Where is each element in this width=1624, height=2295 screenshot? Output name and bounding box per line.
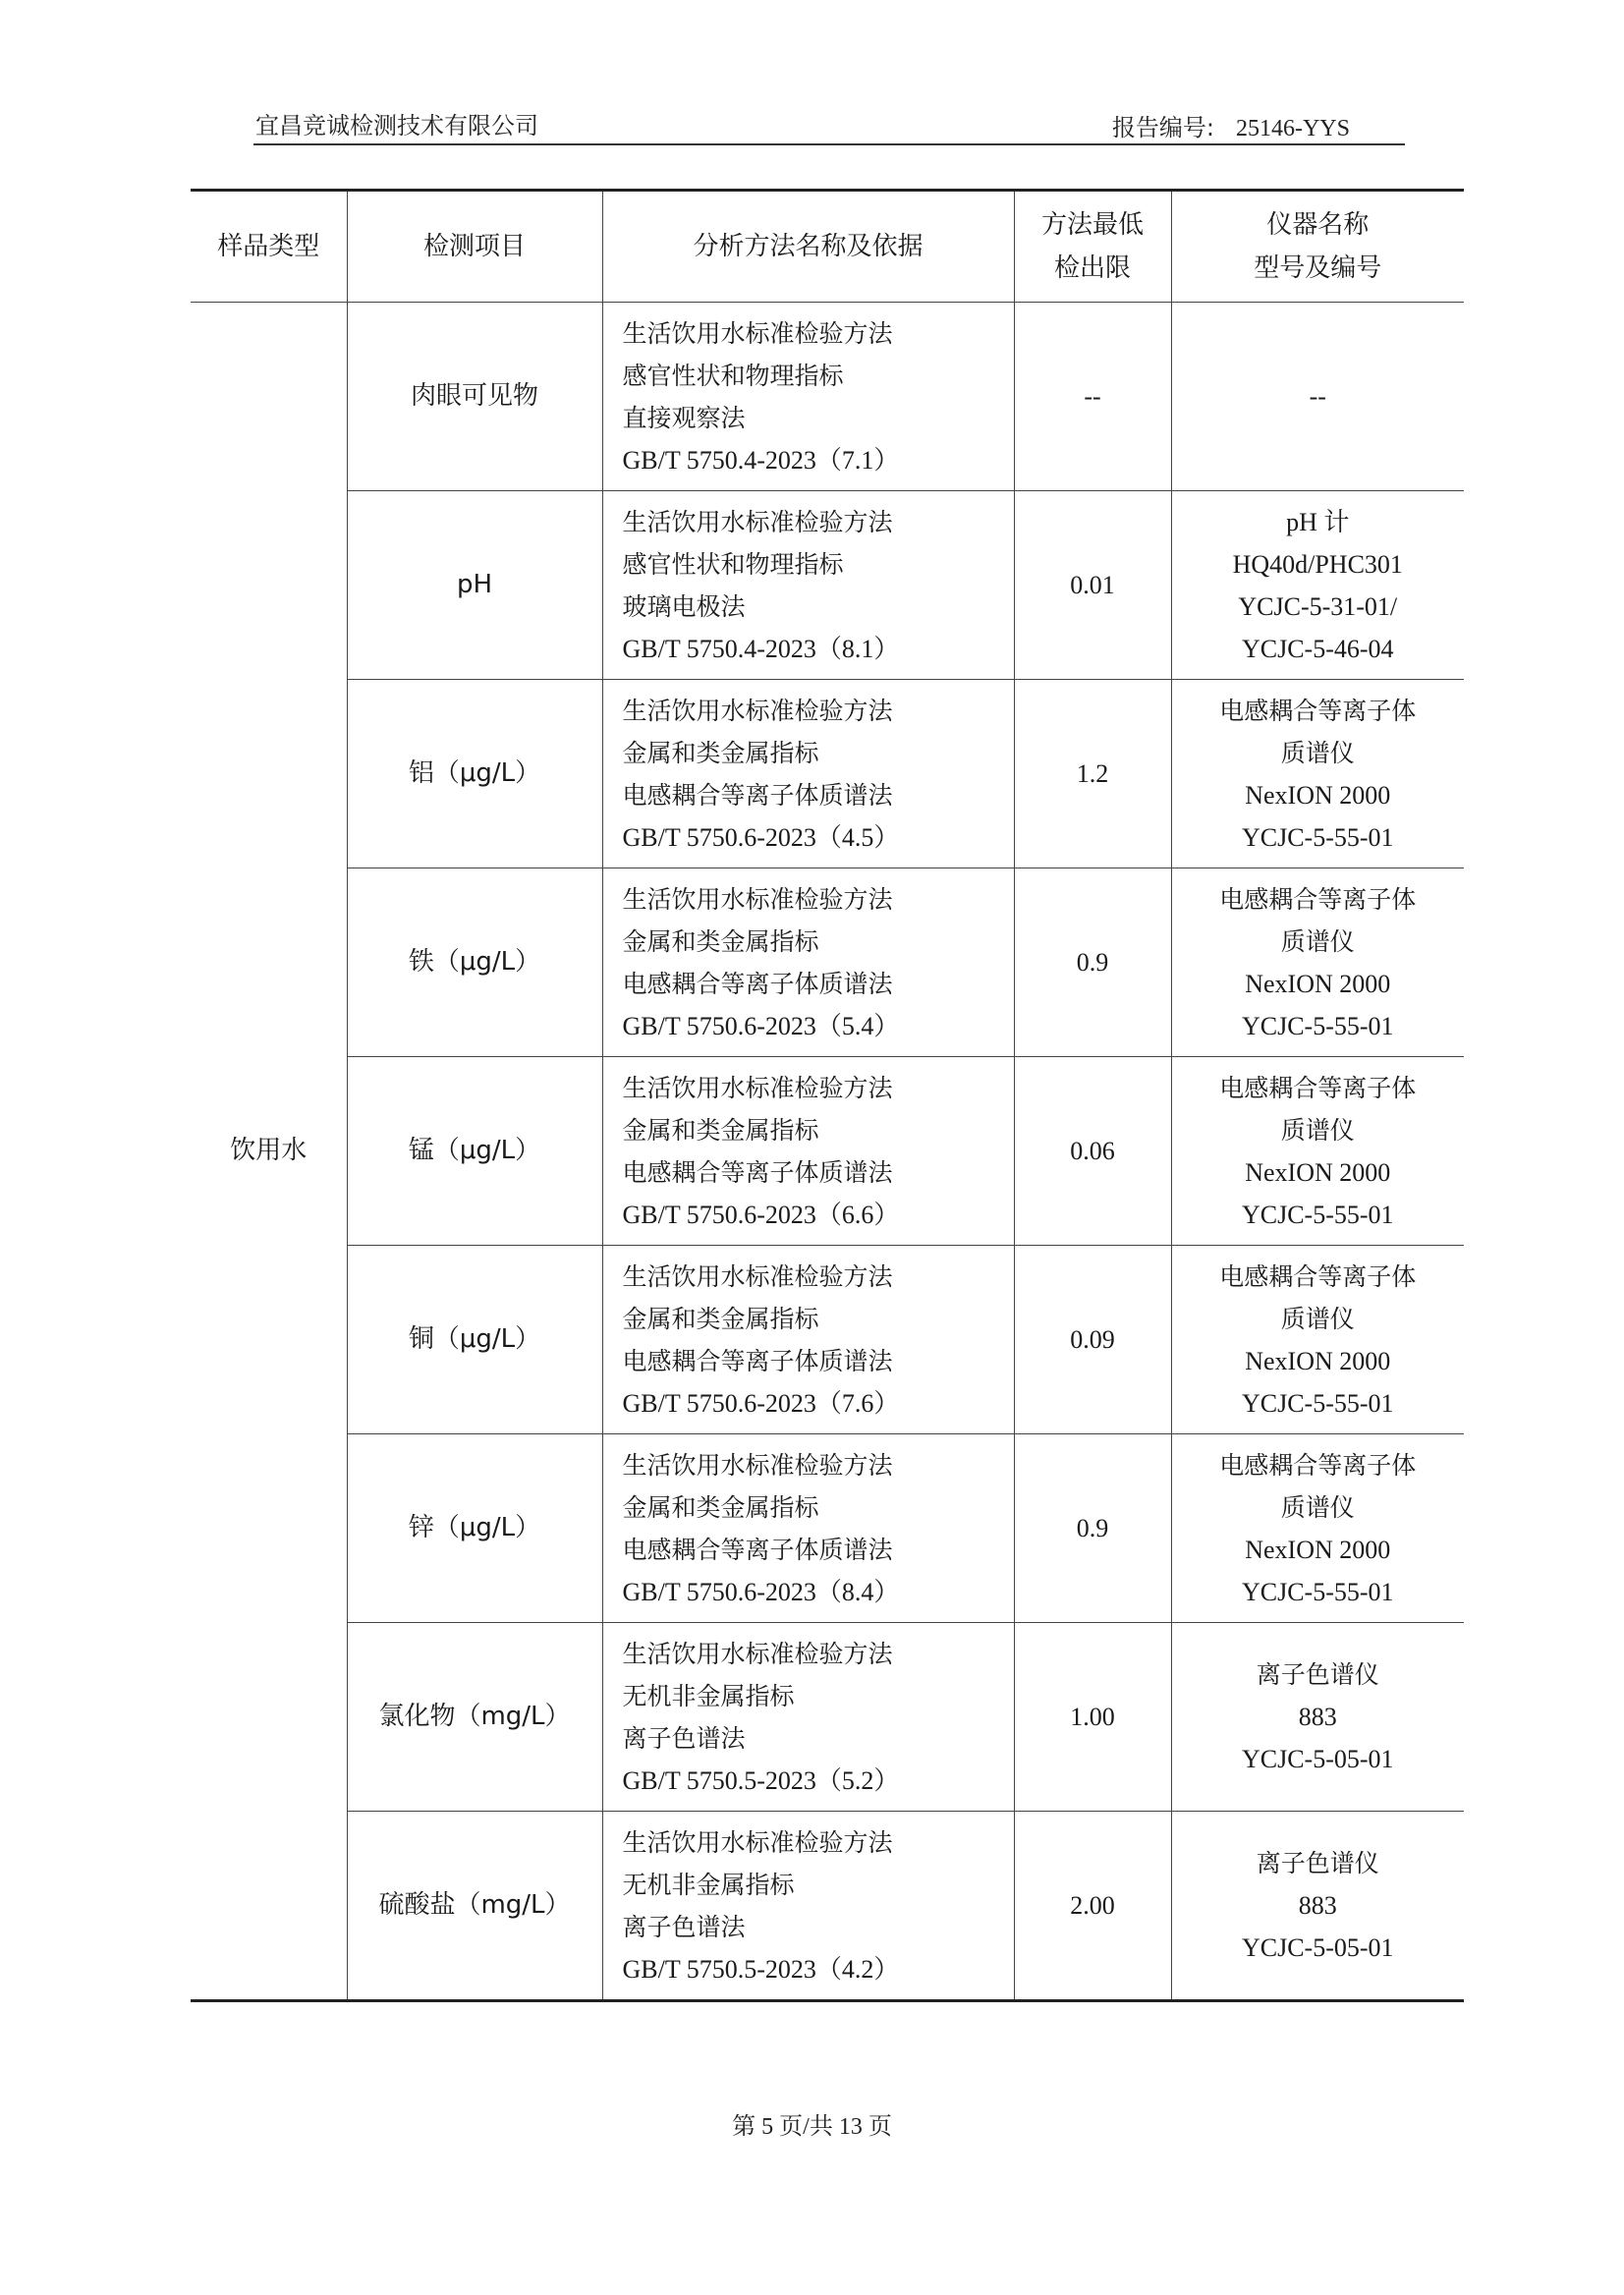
instrument-line: -- bbox=[1309, 382, 1326, 411]
method-cell bbox=[602, 1812, 1014, 2001]
method-line: 金属和类金属指标 bbox=[622, 1492, 819, 1522]
method-line: GB/T 5750.4-2023（7.1） bbox=[622, 445, 900, 475]
method-line: 感官性状和物理指标 bbox=[622, 549, 844, 579]
method-cell bbox=[602, 491, 1014, 680]
method-cell bbox=[602, 1057, 1014, 1246]
instrument-line: YCJC-5-55-01 bbox=[1241, 1577, 1394, 1606]
instrument-line: 离子色谱仪 bbox=[1256, 1660, 1379, 1689]
test-item-cell: 铁（μg/L） bbox=[347, 868, 602, 1057]
instrument-line: YCJC-5-55-01 bbox=[1241, 1388, 1394, 1418]
instrument-line: 电感耦合等离子体 bbox=[1219, 696, 1417, 725]
instrument-cell bbox=[1171, 868, 1464, 1057]
method-line: 生活饮用水标准检验方法 bbox=[622, 1450, 893, 1480]
instrument-line: 电感耦合等离子体 bbox=[1219, 1450, 1417, 1480]
method-line: GB/T 5750.6-2023（8.4） bbox=[622, 1577, 900, 1606]
method-line: 离子色谱法 bbox=[622, 1912, 746, 1941]
instrument-line: 质谱仪 bbox=[1280, 926, 1355, 956]
instrument-cell bbox=[1171, 680, 1464, 868]
method-cell bbox=[602, 303, 1014, 491]
detection-limit-cell: 0.06 bbox=[1014, 1057, 1171, 1246]
test-item-cell: 锰（μg/L） bbox=[347, 1057, 602, 1246]
detection-limit-cell: -- bbox=[1014, 303, 1171, 491]
instrument-cell bbox=[1171, 303, 1464, 491]
method-line: 生活饮用水标准检验方法 bbox=[622, 1827, 893, 1857]
method-line: GB/T 5750.6-2023（7.6） bbox=[622, 1388, 900, 1418]
company-name: 宜昌竞诚检测技术有限公司 bbox=[255, 112, 538, 140]
instrument-line: NexION 2000 bbox=[1245, 969, 1391, 998]
instrument-line: 离子色谱仪 bbox=[1256, 1849, 1379, 1877]
test-item-cell: 硫酸盐（mg/L） bbox=[347, 1812, 602, 2001]
col-header-sample-type: 样品类型 bbox=[191, 191, 347, 303]
method-cell bbox=[602, 680, 1014, 868]
instrument-line: YCJC-5-05-01 bbox=[1241, 1745, 1394, 1773]
detection-limit-cell: 0.9 bbox=[1014, 868, 1171, 1057]
instrument-line: 质谱仪 bbox=[1280, 1115, 1355, 1145]
table-row bbox=[191, 1246, 1464, 1434]
method-line: 电感耦合等离子体质谱法 bbox=[622, 1157, 893, 1187]
method-line: 电感耦合等离子体质谱法 bbox=[622, 969, 893, 998]
method-line: GB/T 5750.5-2023（5.2） bbox=[622, 1765, 900, 1795]
method-line: 电感耦合等离子体质谱法 bbox=[622, 1535, 893, 1564]
method-line: 生活饮用水标准检验方法 bbox=[622, 696, 893, 725]
instrument-line: NexION 2000 bbox=[1245, 1346, 1391, 1375]
method-line: 离子色谱法 bbox=[622, 1723, 746, 1753]
test-item-cell: 锌（μg/L） bbox=[347, 1434, 602, 1623]
method-cell bbox=[602, 868, 1014, 1057]
col-header-instrument-line: 型号及编号 bbox=[1254, 253, 1382, 283]
test-item-cell: 铝（μg/L） bbox=[347, 680, 602, 868]
instrument-line: YCJC-5-05-01 bbox=[1241, 1933, 1394, 1962]
instrument-line: 883 bbox=[1298, 1703, 1337, 1731]
page-number: 第 5 页/共 13 页 bbox=[732, 2114, 892, 2140]
test-item-cell: 铜（μg/L） bbox=[347, 1246, 602, 1434]
method-cell bbox=[602, 1434, 1014, 1623]
table-row bbox=[191, 1623, 1464, 1812]
detection-limit-cell: 1.00 bbox=[1014, 1623, 1171, 1812]
method-line: 生活饮用水标准检验方法 bbox=[622, 1639, 893, 1668]
instrument-cell bbox=[1171, 1057, 1464, 1246]
table-row bbox=[191, 303, 1464, 491]
instrument-line: 电感耦合等离子体 bbox=[1219, 884, 1417, 914]
test-item-cell: 氯化物（mg/L） bbox=[347, 1623, 602, 1812]
instrument-line: YCJC-5-55-01 bbox=[1241, 1011, 1394, 1040]
method-line: 电感耦合等离子体质谱法 bbox=[622, 1346, 893, 1375]
instrument-cell bbox=[1171, 1812, 1464, 2001]
test-method-table bbox=[191, 189, 1464, 2002]
instrument-line: 883 bbox=[1298, 1891, 1337, 1920]
instrument-line: NexION 2000 bbox=[1245, 1157, 1391, 1187]
instrument-line: 质谱仪 bbox=[1280, 738, 1355, 767]
instrument-line: NexION 2000 bbox=[1245, 1535, 1391, 1564]
method-line: 玻璃电极法 bbox=[622, 591, 746, 621]
instrument-cell bbox=[1171, 1623, 1464, 1812]
report-number-value: 25146-YYS bbox=[1235, 116, 1350, 141]
instrument-line: 质谱仪 bbox=[1280, 1492, 1355, 1522]
report-number bbox=[1112, 108, 1350, 142]
instrument-line: YCJC-5-46-04 bbox=[1241, 634, 1394, 663]
table-row bbox=[191, 1434, 1464, 1623]
detection-limit-cell: 2.00 bbox=[1014, 1812, 1171, 2001]
instrument-line: NexION 2000 bbox=[1245, 780, 1391, 810]
detection-limit-cell: 0.01 bbox=[1014, 491, 1171, 680]
instrument-cell bbox=[1171, 1246, 1464, 1434]
method-cell bbox=[602, 1623, 1014, 1812]
sample-type-cell: 饮用水 bbox=[191, 303, 347, 2001]
table-row bbox=[191, 1057, 1464, 1246]
table-header-row bbox=[191, 191, 1464, 303]
test-item-cell: 肉眼可见物 bbox=[347, 303, 602, 491]
col-header-lod-line: 方法最低 bbox=[1040, 210, 1144, 240]
method-line: 金属和类金属指标 bbox=[622, 738, 819, 767]
report-number-label: 报告编号: bbox=[1111, 114, 1214, 141]
detection-limit-cell: 0.09 bbox=[1014, 1246, 1171, 1434]
method-cell bbox=[602, 1246, 1014, 1434]
method-line: 生活饮用水标准检验方法 bbox=[622, 507, 893, 536]
col-header-method: 分析方法名称及依据 bbox=[602, 191, 1014, 303]
method-line: 无机非金属指标 bbox=[622, 1681, 795, 1710]
page-header bbox=[253, 98, 1405, 145]
table-row bbox=[191, 868, 1464, 1057]
detection-limit-cell: 1.2 bbox=[1014, 680, 1171, 868]
col-header-lod bbox=[1014, 191, 1171, 303]
method-line: 无机非金属指标 bbox=[622, 1870, 795, 1899]
method-line: 生活饮用水标准检验方法 bbox=[622, 1073, 893, 1102]
instrument-line: 质谱仪 bbox=[1280, 1304, 1355, 1333]
instrument-line: YCJC-5-55-01 bbox=[1241, 1200, 1394, 1229]
col-header-item: 检测项目 bbox=[347, 191, 602, 303]
instrument-line: 电感耦合等离子体 bbox=[1219, 1261, 1417, 1291]
table-row bbox=[191, 491, 1464, 680]
method-line: GB/T 5750.6-2023（4.5） bbox=[622, 822, 900, 852]
method-line: 直接观察法 bbox=[622, 403, 746, 432]
instrument-line: HQ40d/PHC301 bbox=[1232, 549, 1403, 579]
instrument-line: 电感耦合等离子体 bbox=[1219, 1073, 1417, 1102]
table-row bbox=[191, 1812, 1464, 2001]
method-line: 金属和类金属指标 bbox=[622, 1304, 819, 1333]
method-line: 生活饮用水标准检验方法 bbox=[622, 1261, 893, 1291]
col-header-lod-line: 检出限 bbox=[1053, 253, 1131, 283]
table-body bbox=[191, 303, 1464, 2001]
col-header-instrument-line: 仪器名称 bbox=[1266, 210, 1370, 240]
method-line: GB/T 5750.6-2023（5.4） bbox=[622, 1011, 900, 1040]
instrument-cell bbox=[1171, 1434, 1464, 1623]
table-row bbox=[191, 680, 1464, 868]
instrument-line: YCJC-5-31-01/ bbox=[1238, 591, 1398, 621]
instrument-line: pH 计 bbox=[1286, 507, 1350, 536]
method-line: GB/T 5750.4-2023（8.1） bbox=[622, 634, 900, 663]
method-line: GB/T 5750.5-2023（4.2） bbox=[622, 1954, 900, 1984]
method-line: 金属和类金属指标 bbox=[622, 926, 819, 956]
instrument-line: YCJC-5-55-01 bbox=[1241, 822, 1394, 852]
method-line: GB/T 5750.6-2023（6.6） bbox=[622, 1200, 900, 1229]
col-header-instrument bbox=[1171, 191, 1464, 303]
test-item-cell: pH bbox=[347, 491, 602, 680]
method-line: 金属和类金属指标 bbox=[622, 1115, 819, 1145]
instrument-cell bbox=[1171, 491, 1464, 680]
method-line: 生活饮用水标准检验方法 bbox=[622, 884, 893, 914]
method-line: 电感耦合等离子体质谱法 bbox=[622, 780, 893, 810]
method-line: 生活饮用水标准检验方法 bbox=[622, 318, 893, 348]
detection-limit-cell: 0.9 bbox=[1014, 1434, 1171, 1623]
method-line: 感官性状和物理指标 bbox=[622, 361, 844, 390]
